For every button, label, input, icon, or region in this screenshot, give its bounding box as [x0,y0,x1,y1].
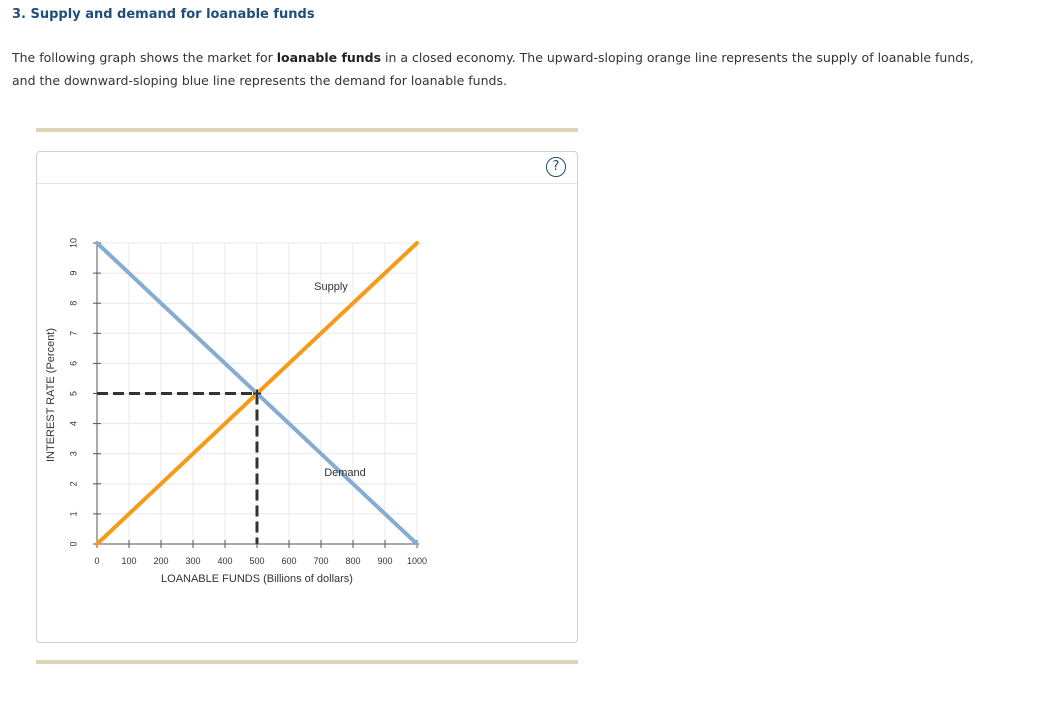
y-tick-label: 6 [68,360,79,366]
y-tick-label: 4 [68,421,79,427]
question-text-bold: loanable funds [276,50,382,65]
question-title: 3. Supply and demand for loanable funds [12,7,315,22]
x-tick-label: 400 [217,556,233,566]
x-tick-label: 800 [345,556,361,566]
supply-label: Supply [314,281,348,294]
x-tick-label: 500 [249,556,265,566]
y-tick-label: 1 [68,511,79,517]
question-text-part1: The following graph shows the market for [12,50,277,65]
x-tick-label: 100 [121,556,137,566]
y-tick-label: 10 [68,237,79,249]
x-tick-label: 1000 [406,556,428,566]
x-tick-label: 300 [185,556,201,566]
y-tick-label: 9 [68,270,79,276]
x-tick-label: 600 [281,556,297,566]
x-tick-label: 200 [153,556,169,566]
y-tick-label: 5 [68,390,79,397]
bottom-divider [36,660,578,664]
demand-label: Demand [324,466,366,479]
x-tick-label: 0 [94,556,100,566]
y-tick-label: 2 [68,481,79,487]
question-text-part2: in a closed economy. The upward-sloping orange line represents the supply of loanable funds, and the downward-sloping blue line represents the demand for loanable funds. [12,50,974,88]
x-tick-label: 900 [377,556,393,566]
x-tick-label: 700 [313,556,329,566]
y-tick-label: 0 [68,541,79,547]
y-tick-label: 7 [68,330,79,336]
y-tick-label: 8 [68,300,79,306]
help-icon[interactable]: ? [546,157,566,177]
y-axis-label: INTEREST RATE (Percent) [45,327,57,463]
x-axis-label: LOANABLE FUNDS (Billions of dollars) [161,573,353,585]
y-tick-label: 3 [68,451,79,457]
